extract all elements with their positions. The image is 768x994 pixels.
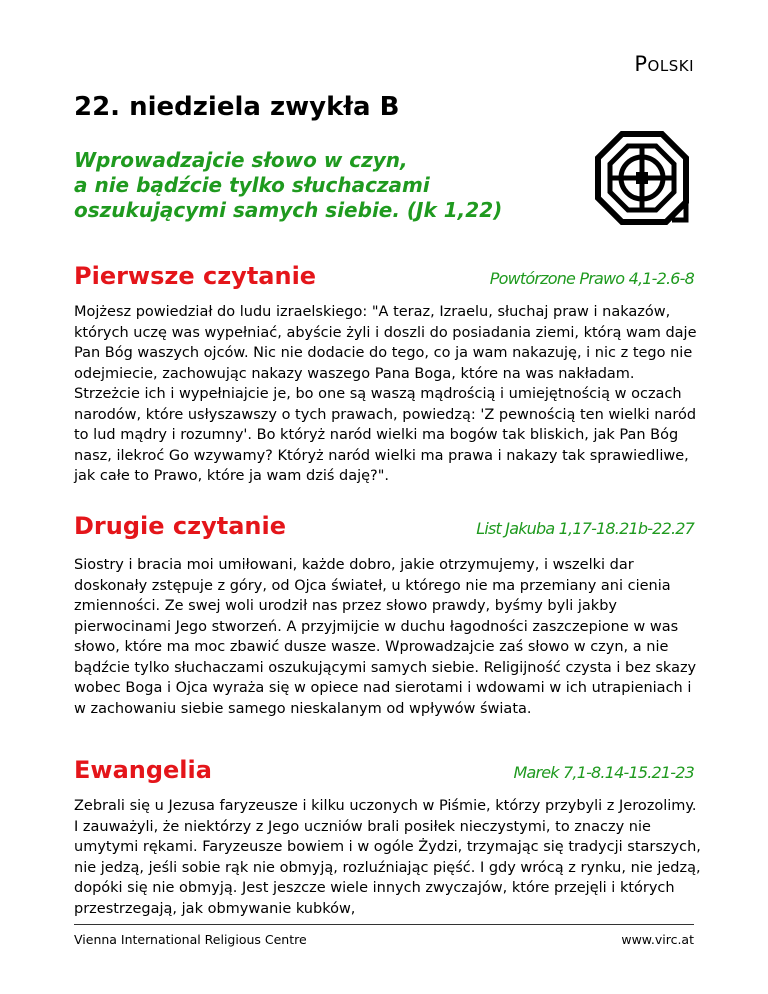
language-label: Polski (634, 52, 694, 76)
motto-line: Wprowadzajcie słowo w czyn, (74, 148, 408, 172)
section-title: Ewangelia (74, 756, 212, 784)
section-reference: Marek 7,1-8.14-15.21-23 (513, 763, 694, 782)
section-title: Drugie czytanie (74, 512, 286, 540)
footer-organization: Vienna International Religious Centre (74, 932, 307, 947)
section-text: Siostry i bracia moi umiłowani, każde dobro, jakie otrzymujemy, i wszelki dar doskonały zstępuje z góry, od Ojca świateł, u którego nie ma przemiany ani cienia zmienności. Ze swej woli urodził nas przez słowo prawdy, byśmy byli jakby pierwocinami Jego stworzeń. A przyjmijcie w duchu łagodności zaszczepione w was słowo, które ma moc zbawić dusze wasze. Wprowadzajcie zaś słowo w czyn, a nie bądźcie tylko słuchaczami oszukującymi samych siebie. Religijność czysta i bez skazy wobec Boga i Ojca wyraża się w opiece nad sierotami i wdowami w ich utrapieniach i w zachowaniu siebie samego nieskalanym od wpływów świata. (74, 557, 697, 717)
motto (74, 148, 502, 223)
footer-website: www.virc.at (621, 932, 694, 947)
motto-line: a nie bądźcie tylko słuchaczami (74, 173, 430, 197)
section-text: Mojżesz powiedział do ludu izraelskiego: "A teraz, Izraelu, słuchaj praw i nakazów, których uczę was wypełniać, abyście żyli i doszli do posiadania ziemi, którą wam daje Pan Bóg waszych ojców. Nic nie dodacie do tego, co ja wam nakazuję, i nic z tego nie odejmiecie, zachowując nakazy waszego Pana Boga, które na was nakładam. Strzeżcie ich i wypełniajcie je, bo one są waszą mądrością i umiejętnością w oczach narodów, które usłyszawszy o tych prawach, powiedzą: 'Z pewnością ten wielki naród to lud mądry i rozumny'. Bo któryż naród wielki ma bogów tak bliskich, jak Pan Bóg nasz, ilekroć Go wzywamy? Któryż naród wielki ma prawa i nakazy tak sprawiedliwe, jak całe to Prawo, które ja wam dziś daję?". (74, 304, 697, 484)
motto-line: oszukującymi samych siebie. (Jk 1,22) (74, 198, 503, 222)
section-title: Pierwsze czytanie (74, 262, 317, 290)
section-header (74, 258, 694, 290)
section-header (74, 752, 694, 784)
footer-divider (74, 924, 694, 925)
section-header (74, 508, 694, 540)
vienna-religious-centre-logo-icon (592, 128, 692, 228)
section-text: Zebrali się u Jezusa faryzeusze i kilku uczonych w Piśmie, którzy przybyli z Jerozolimy. I zauważyli, że niektórzy z Jego uczniów brali posiłek nieczystymi, to znaczy nie umytymi rękami. Faryzeusze bowiem i w ogóle Żydzi, trzymając się tradycji starszych, nie jedzą, jeśli sobie rąk nie obmyją, rozluźniając pięść. I gdy wrócą z rynku, nie jedzą, dopóki się nie obmyją. Jest jeszcze wiele innych zwyczajów, które przejęli i których przestrzegają, jak obmywanie kubków, (74, 798, 701, 917)
page-title: 22. niedziela zwykła B (74, 92, 400, 122)
section-reference: List Jakuba 1,17-18.21b-22.27 (476, 519, 694, 538)
section-reference: Powtórzone Prawo 4,1-2.6-8 (489, 269, 694, 288)
